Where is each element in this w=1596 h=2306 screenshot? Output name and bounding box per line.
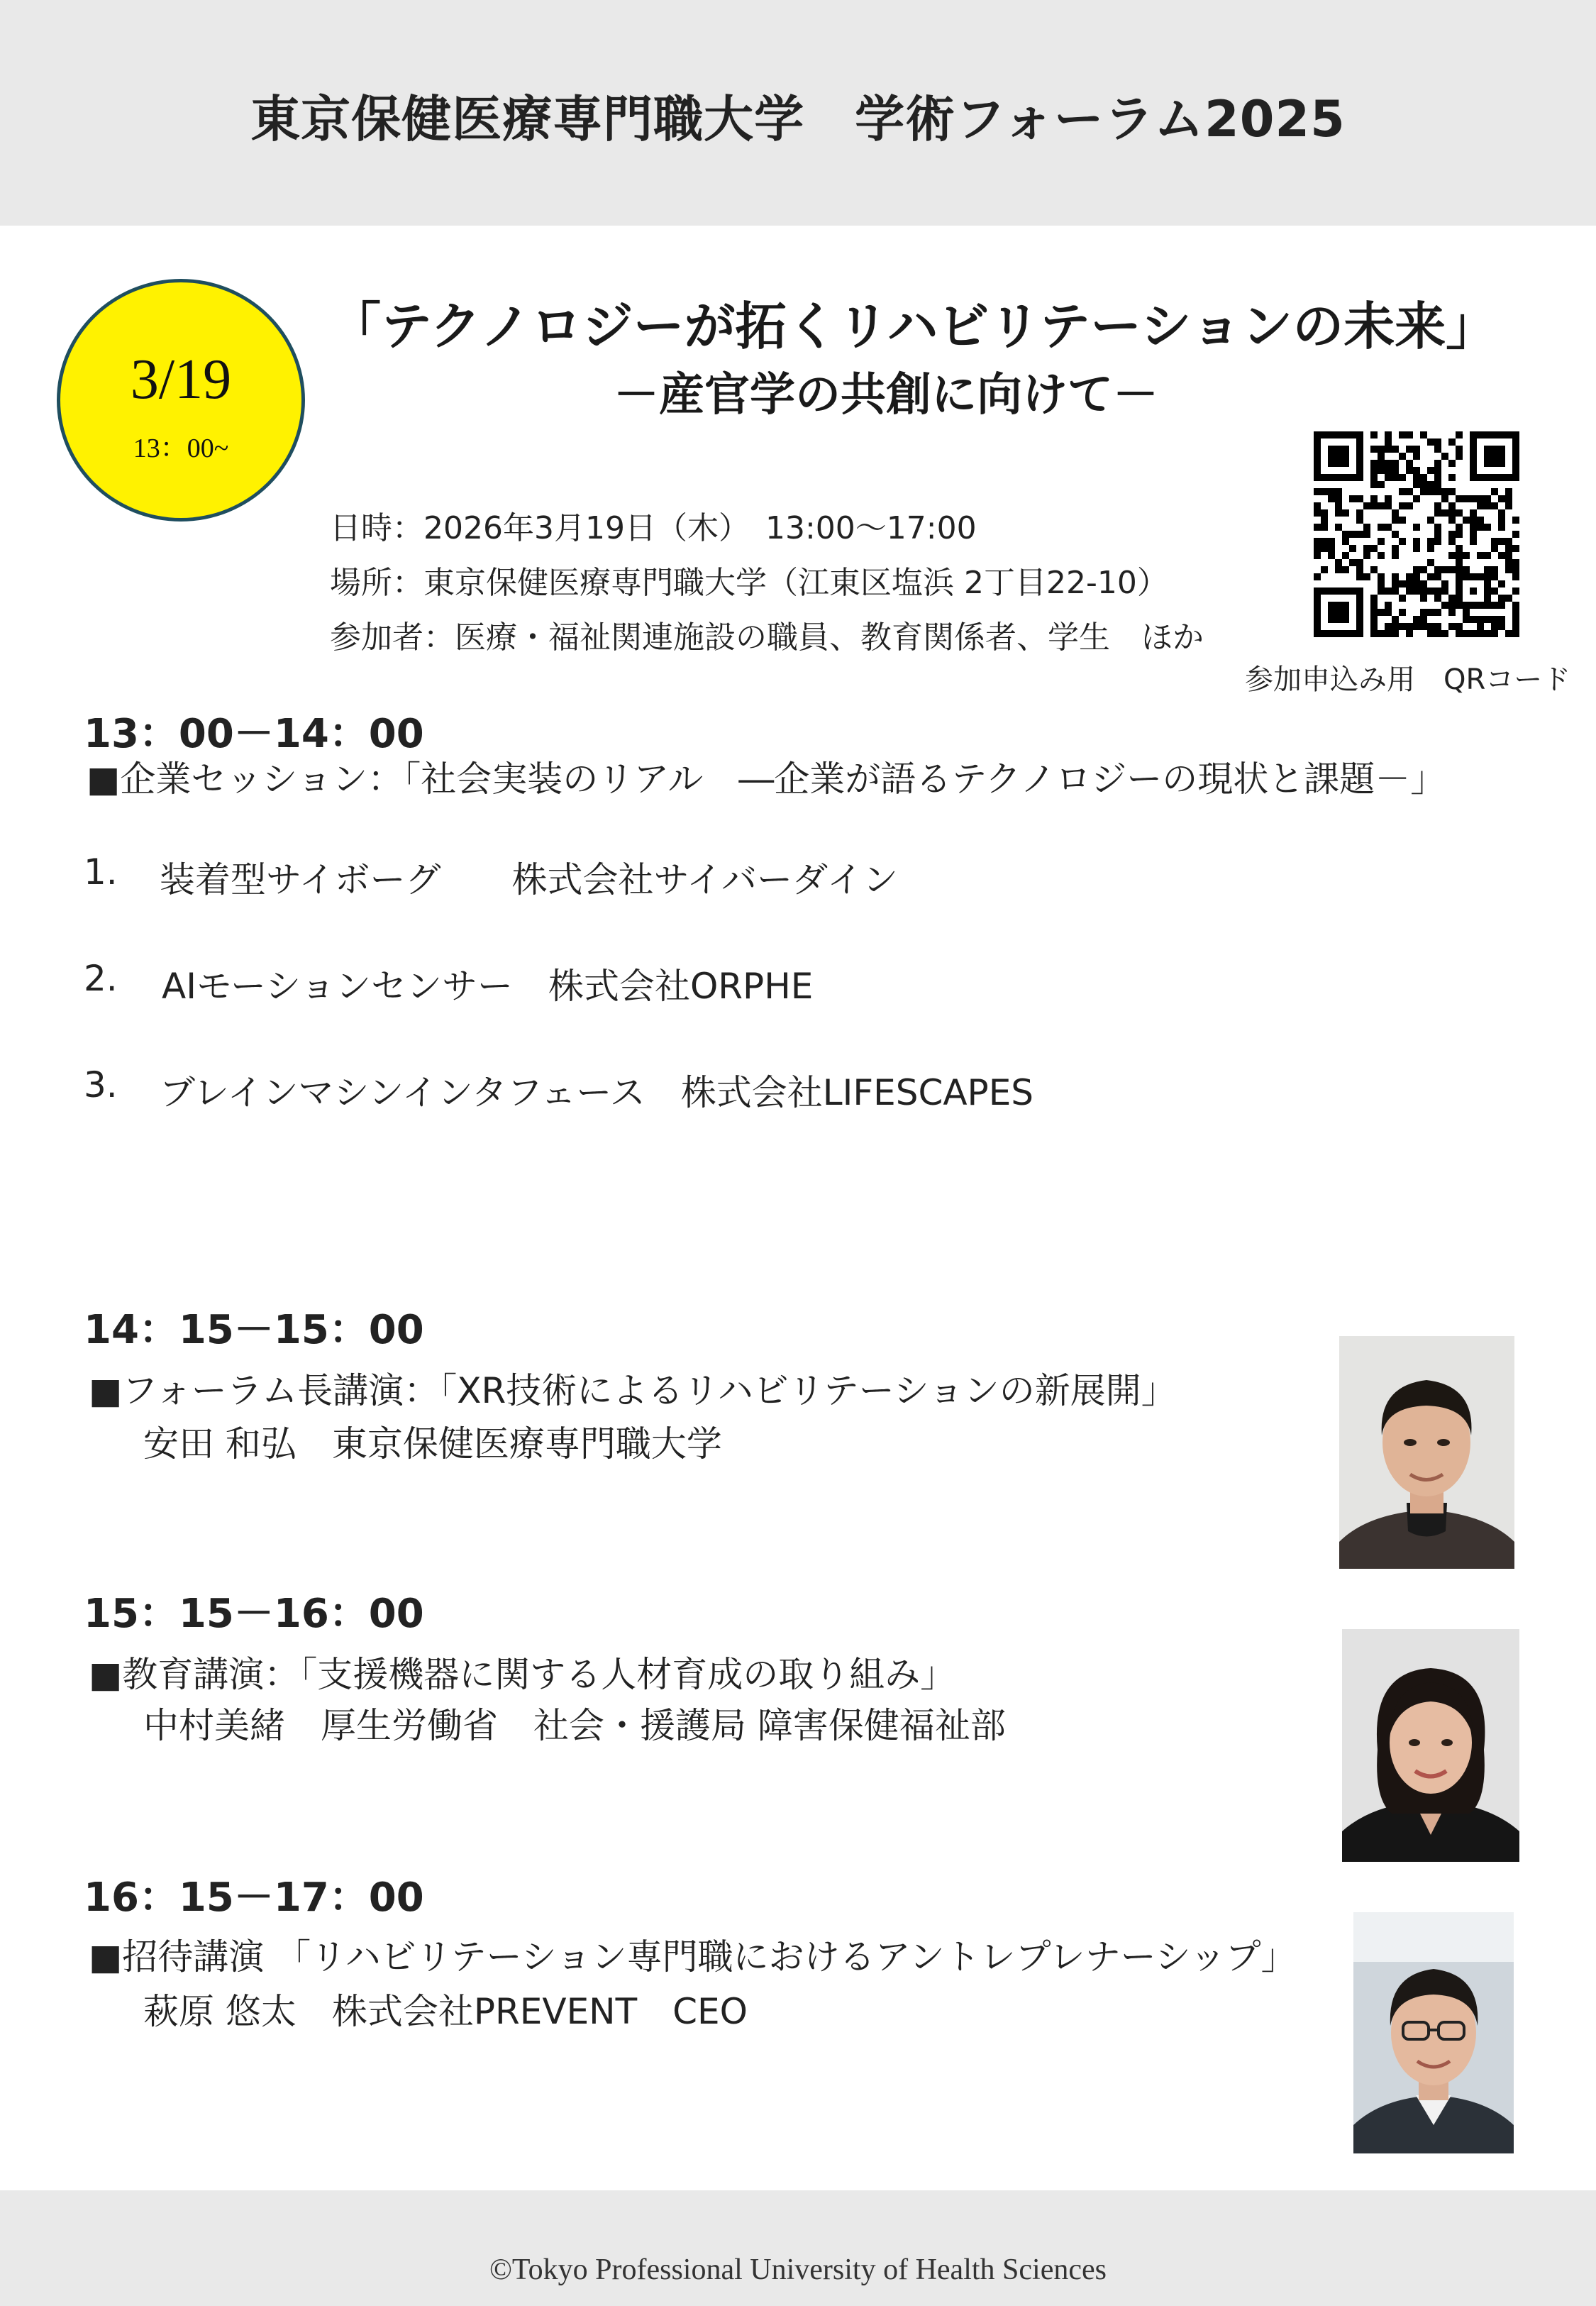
badge-date: 3/19 xyxy=(130,348,232,411)
list-item: 装着型サイボーグ 株式会社サイバーダイン xyxy=(160,859,898,900)
copyright: ©Tokyo Professional University of Health Sciences xyxy=(489,2253,1107,2286)
list-item: AIモーションセンサー 株式会社ORPHE xyxy=(162,966,814,1007)
session-heading: ■教育講演：「支援機器に関する人材育成の取り組み」 xyxy=(89,1654,956,1695)
info-datetime: 日時：2026年3月19日（木） 13:00～17:00 xyxy=(330,510,977,546)
session-heading: ■フォーラム長講演：「XR技術によるリハビリテーションの新展開」 xyxy=(89,1370,1177,1411)
list-item: ブレインマシンインタフェース 株式会社LIFESCAPES xyxy=(160,1072,1034,1113)
speaker: 中村美緒 厚生労働省 社会・援護局 障害保健福祉部 xyxy=(143,1705,1006,1746)
event-title: 「テクノロジーが拓くリハビリテーションの未来」 xyxy=(330,297,1497,356)
session-time: 15：15－16：00 xyxy=(84,1591,424,1637)
footer-band xyxy=(0,2190,1596,2306)
session-time: 16：15－17：00 xyxy=(84,1875,424,1921)
list-item-number: 3. xyxy=(84,1064,118,1105)
speaker: 安田 和弘 東京保健医療専門職大学 xyxy=(143,1423,722,1464)
info-participants: 参加者：医療・福祉関連施設の職員、教育関係者、学生 ほか xyxy=(330,619,1204,656)
list-item-number: 1. xyxy=(84,851,118,893)
session-time: 13：00－14：00 xyxy=(84,711,424,757)
session-heading: ■招待講演 「リハビリテーション専門職におけるアントレプレナーシップ」 xyxy=(89,1936,1297,1977)
session-time: 14：15－15：00 xyxy=(84,1307,424,1353)
page-title: 東京保健医療専門職大学 学術フォーラム2025 xyxy=(250,90,1346,148)
info-place: 場所：東京保健医療専門職大学（江東区塩浜 2丁目22-10） xyxy=(330,565,1168,601)
badge-time: 13：00~ xyxy=(133,434,229,463)
session-heading: ■企業セッション：「社会実装のリアル ―企業が語るテクノロジーの現状と課題－」 xyxy=(87,758,1446,800)
qr-code-icon[interactable] xyxy=(1314,431,1519,637)
speaker-photo xyxy=(1353,1912,1514,2153)
event-subtitle: －産官学の共創に向けて－ xyxy=(614,369,1158,421)
speaker-photo xyxy=(1339,1336,1514,1569)
qr-label: 参加申込み用 QRコード xyxy=(1245,663,1571,696)
speaker-photo xyxy=(1342,1629,1519,1862)
list-item-number: 2. xyxy=(84,958,118,999)
speaker: 萩原 悠太 株式会社PREVENT CEO xyxy=(143,1991,748,2032)
